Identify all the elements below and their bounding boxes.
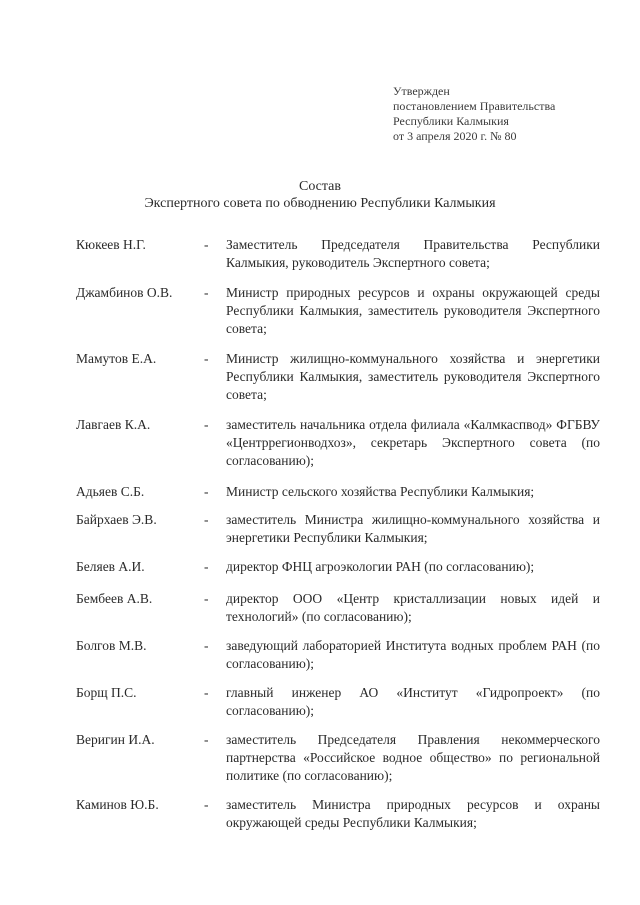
approval-line-4: от 3 апреля 2020 г. № 80 — [393, 129, 517, 143]
dash-separator: - — [204, 484, 209, 499]
member-name: Бембеев А.В. — [76, 591, 153, 606]
member-name: Адьяев С.Б. — [76, 484, 145, 499]
member-role: Министр сельского хозяйства Республики Калмыкия; — [226, 484, 535, 499]
member-role: директор ООО «Центр кристаллизации новых идей и технологий» (по согласованию); — [226, 591, 600, 624]
member-role: директор ФНЦ агроэкологии РАН (по согласованию); — [226, 559, 535, 574]
dash-separator: - — [204, 797, 209, 812]
dash-separator: - — [204, 638, 209, 653]
approval-stamp — [393, 84, 623, 144]
member-row — [76, 511, 600, 547]
approval-line-3: Республики Калмыкия — [393, 114, 509, 128]
member-role: заместитель Министра природных ресурсов и охраны окружающей среды Республики Калмыкия; — [226, 797, 600, 830]
member-name: Борщ П.С. — [76, 685, 137, 700]
member-role: заместитель начальника отдела филиала «Калмкаспвод» ФГБВУ «Центррегионводхоз», секретарь Экспертного совета (по согласованию); — [226, 417, 600, 468]
member-role: Министр жилищно-коммунального хозяйства и энергетики Республики Калмыкия, заместитель руководителя Экспертного совета; — [226, 351, 600, 402]
member-role: заведующий лабораторией Института водных проблем РАН (по согласованию); — [226, 638, 600, 671]
member-row — [76, 684, 600, 720]
member-row — [76, 590, 600, 626]
member-name: Кюкеев Н.Г. — [76, 237, 146, 252]
member-row — [76, 236, 600, 272]
member-role: заместитель Министра жилищно-коммунального хозяйства и энергетики Республики Калмыкия; — [226, 512, 600, 545]
dash-separator: - — [204, 351, 209, 366]
dash-separator: - — [204, 685, 209, 700]
member-list — [76, 236, 600, 832]
member-row — [76, 416, 600, 470]
member-name: Мамутов Е.А. — [76, 351, 157, 366]
member-row — [76, 731, 600, 785]
member-row — [76, 558, 600, 576]
dash-separator: - — [204, 512, 209, 527]
member-row — [76, 796, 600, 832]
approval-line-1: Утвержден — [393, 84, 450, 98]
approval-line-2: постановлением Правительства — [393, 99, 556, 113]
member-name: Джамбинов О.В. — [76, 285, 173, 300]
dash-separator: - — [204, 237, 209, 252]
member-row — [76, 284, 600, 338]
dash-separator: - — [204, 559, 209, 574]
member-role: Министр природных ресурсов и охраны окружающей среды Республики Калмыкия, заместитель руководителя Экспертного совета; — [226, 285, 600, 336]
member-role: заместитель Председателя Правления некоммерческого партнерства «Российское водное общество» по региональной политике (по согласованию); — [226, 732, 600, 783]
member-name: Беляев А.И. — [76, 559, 145, 574]
member-row — [76, 483, 600, 501]
member-role: главный инженер АО «Институт «Гидропроект» (по согласованию); — [226, 685, 600, 718]
dash-separator: - — [204, 285, 209, 300]
member-row — [76, 637, 600, 673]
dash-separator: - — [204, 591, 209, 606]
member-name: Веригин И.А. — [76, 732, 155, 747]
heading-subtitle: Экспертного совета по обводнению Республики Калмыкия — [144, 196, 496, 211]
document-heading — [0, 178, 640, 212]
member-role: Заместитель Председателя Правительства Республики Калмыкия, руководитель Экспертного совета; — [226, 237, 600, 270]
member-name: Байрхаев Э.В. — [76, 512, 157, 527]
member-name: Каминов Ю.Б. — [76, 797, 159, 812]
dash-separator: - — [204, 732, 209, 747]
member-name: Лавгаев К.А. — [76, 417, 151, 432]
member-name: Болгов М.В. — [76, 638, 147, 653]
heading-title: Состав — [298, 179, 341, 194]
dash-separator: - — [204, 417, 209, 432]
member-row — [76, 350, 600, 404]
